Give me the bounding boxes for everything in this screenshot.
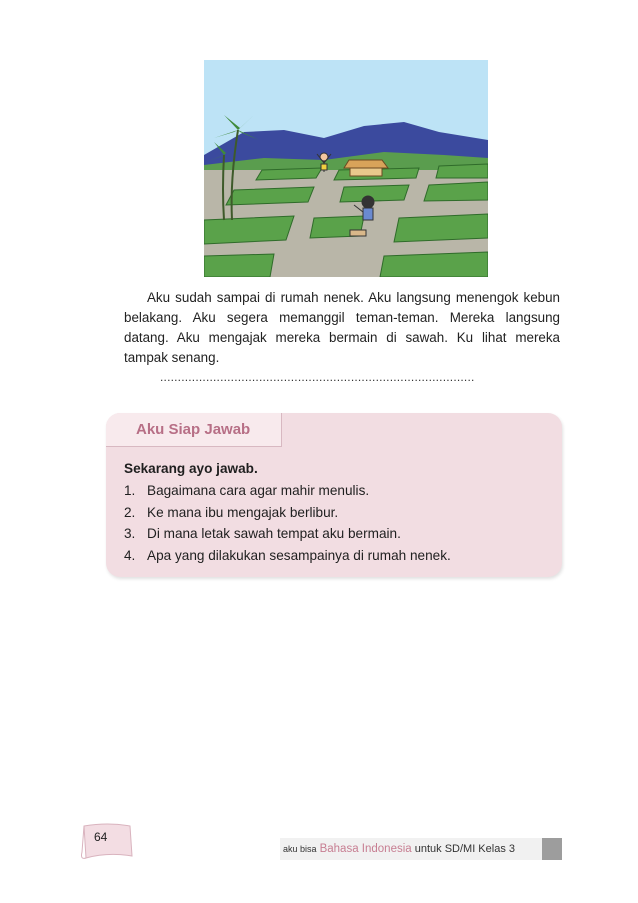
list-item bbox=[124, 483, 451, 505]
story-paragraph: Aku sudah sampai di rumah nenek. Aku langsung menengok kebun belakang. Aku segera memanggil teman-teman. Mereka langsung datang. Aku mengajak mereka bermain di sawah. Ku lihat mereka tampak senang. bbox=[124, 290, 560, 365]
question-number: 4. bbox=[124, 547, 136, 563]
question-list bbox=[124, 483, 451, 569]
story-text bbox=[124, 288, 560, 368]
footer-bar bbox=[280, 838, 562, 860]
footer-subject: Bahasa Indonesia bbox=[319, 843, 412, 855]
question-text: Di mana letak sawah tempat aku bermain. bbox=[147, 526, 401, 541]
activity-box bbox=[106, 413, 562, 577]
question-number: 2. bbox=[124, 504, 136, 520]
question-text: Bagaimana cara agar mahir menulis. bbox=[147, 483, 370, 498]
question-number: 1. bbox=[124, 483, 136, 498]
question-number: 3. bbox=[124, 526, 136, 541]
list-item bbox=[124, 526, 451, 548]
list-item bbox=[124, 505, 451, 527]
footer-prefix: aku bisa bbox=[283, 844, 317, 854]
answer-dotted-line: ......................................................................................... bbox=[160, 370, 475, 384]
page-number: 64 bbox=[94, 830, 108, 844]
footer-suffix: untuk SD/MI Kelas 3 bbox=[414, 843, 516, 855]
activity-intro: Sekarang ayo jawab. bbox=[124, 461, 258, 476]
footer-text bbox=[283, 843, 515, 855]
question-text: Apa yang dilakukan sesampainya di rumah nenek. bbox=[147, 547, 451, 563]
footer-gray-block bbox=[542, 838, 562, 860]
list-item bbox=[124, 548, 451, 570]
activity-title: Aku Siap Jawab bbox=[106, 413, 282, 447]
question-text: Ke mana ibu mengajak berlibur. bbox=[147, 504, 339, 520]
rice-field-illustration bbox=[204, 60, 488, 277]
